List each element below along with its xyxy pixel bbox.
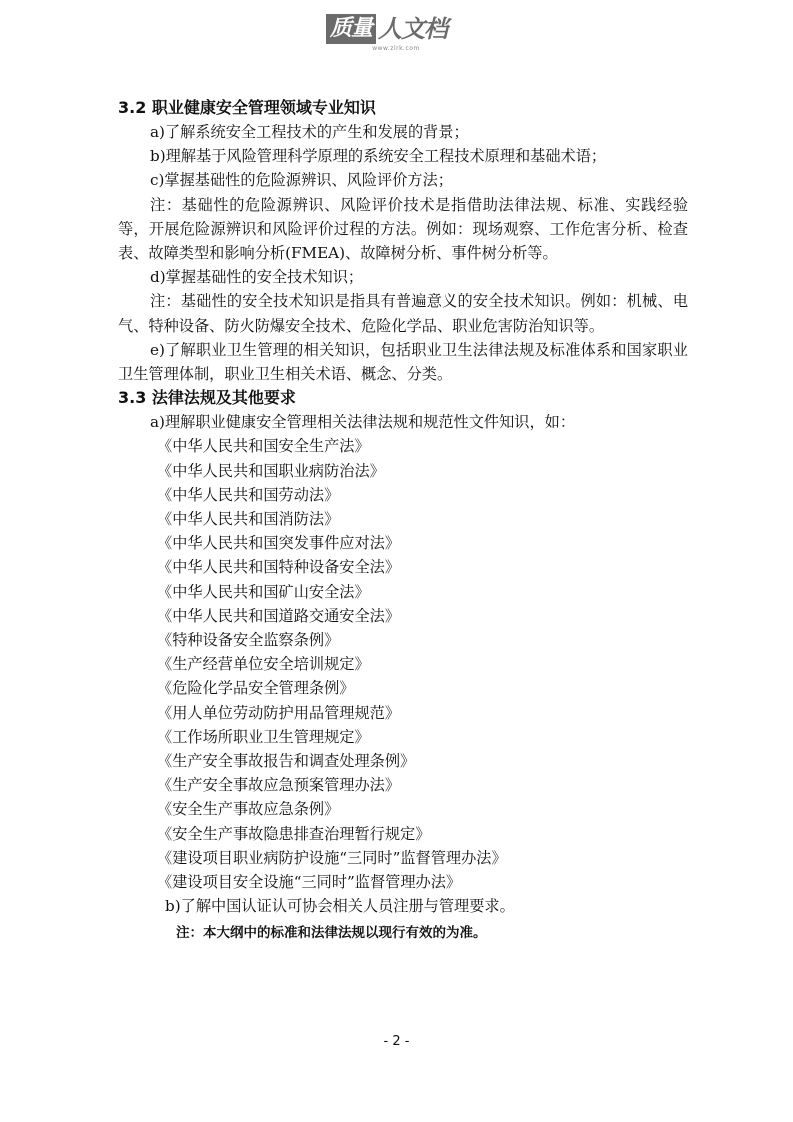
law-list bbox=[118, 434, 688, 894]
law-item: 《特种设备安全监察条例》 bbox=[157, 631, 340, 650]
law-item: 《生产安全事故应急预案管理办法》 bbox=[157, 776, 400, 795]
law-item: 《生产安全事故报告和调查处理条例》 bbox=[157, 752, 416, 771]
law-item: 《中华人民共和国安全生产法》 bbox=[157, 437, 370, 456]
law-item: 《建设项目安全设施“三同时”监督管理办法》 bbox=[157, 873, 462, 892]
law-item: 《安全生产事故隐患排查治理暂行规定》 bbox=[157, 824, 431, 843]
paragraph-c: c)掌握基础性的危险源辨识、风险评价方法； bbox=[150, 171, 453, 190]
logo-text-primary: 质量 bbox=[326, 14, 376, 44]
law-item: 《工作场所职业卫生管理规定》 bbox=[157, 727, 370, 746]
law-item: 《生产经营单位安全培训规定》 bbox=[157, 655, 370, 674]
section-3-2-heading: 3.2 职业健康安全管理领域专业知识 bbox=[118, 98, 376, 117]
note-c: 注：基础性的危险源辨识、风险评价技术是指借助法律法规、标准、实践经验等，开展危险源辨识和风险评价过程的方法。例如：现场观察、工作危害分析、检查表、故障类型和影响分析(FMEA)、故障树分析、事件树分析等。 bbox=[118, 195, 688, 263]
section-3-3-heading: 3.3 法律法规及其他要求 bbox=[118, 388, 296, 408]
law-item: 《用人单位劳动防护用品管理规范》 bbox=[157, 703, 400, 722]
law-item: 《中华人民共和国矿山安全法》 bbox=[157, 582, 370, 601]
final-note: 注：本大纲中的标准和法律法规以现行有效的为准。 bbox=[176, 924, 487, 941]
paragraph-d: d)掌握基础性的安全技术知识； bbox=[150, 268, 364, 287]
logo-url: www.zlrk.com bbox=[372, 45, 420, 52]
law-item: 《中华人民共和国突发事件应对法》 bbox=[157, 534, 400, 553]
law-item: 《中华人民共和国消防法》 bbox=[157, 510, 340, 529]
law-item: 《危险化学品安全管理条例》 bbox=[157, 679, 355, 698]
logo-mark bbox=[326, 14, 466, 44]
law-item: 《中华人民共和国特种设备安全法》 bbox=[157, 558, 400, 577]
law-item: 《安全生产事故应急条例》 bbox=[157, 800, 340, 819]
law-item: 《中华人民共和国道路交通安全法》 bbox=[157, 606, 400, 625]
paragraph-b: b)理解基于风险管理科学原理的系统安全工程技术原理和基础术语； bbox=[150, 147, 607, 166]
note-d: 注：基础性的安全技术知识是指具有普遍意义的安全技术知识。例如：机械、电气、特种设备、防火防爆安全技术、危险化学品、职业危害防治知识等。 bbox=[118, 292, 688, 335]
law-item: 《中华人民共和国职业病防治法》 bbox=[157, 461, 385, 480]
logo-text-secondary: 人文档 bbox=[378, 15, 448, 43]
paragraph-b-certification: b)了解中国认证认可协会相关人员注册与管理要求。 bbox=[165, 897, 515, 916]
law-item: 《建设项目职业病防护设施“三同时”监督管理办法》 bbox=[157, 848, 507, 867]
section-3-3-intro: a)理解职业健康安全管理相关法律法规和规范性文件知识，如： bbox=[150, 413, 576, 432]
law-item: 《中华人民共和国劳动法》 bbox=[157, 485, 340, 504]
document-body bbox=[118, 96, 688, 946]
site-logo bbox=[326, 14, 466, 54]
page-number: - 2 - bbox=[383, 1034, 410, 1049]
paragraph-e: e)了解职业卫生管理的相关知识，包括职业卫生法律法规及标准体系和国家职业卫生管理体制，职业卫生相关术语、概念、分类。 bbox=[118, 340, 688, 384]
paragraph-a: a)了解系统安全工程技术的产生和发展的背景； bbox=[150, 123, 469, 141]
